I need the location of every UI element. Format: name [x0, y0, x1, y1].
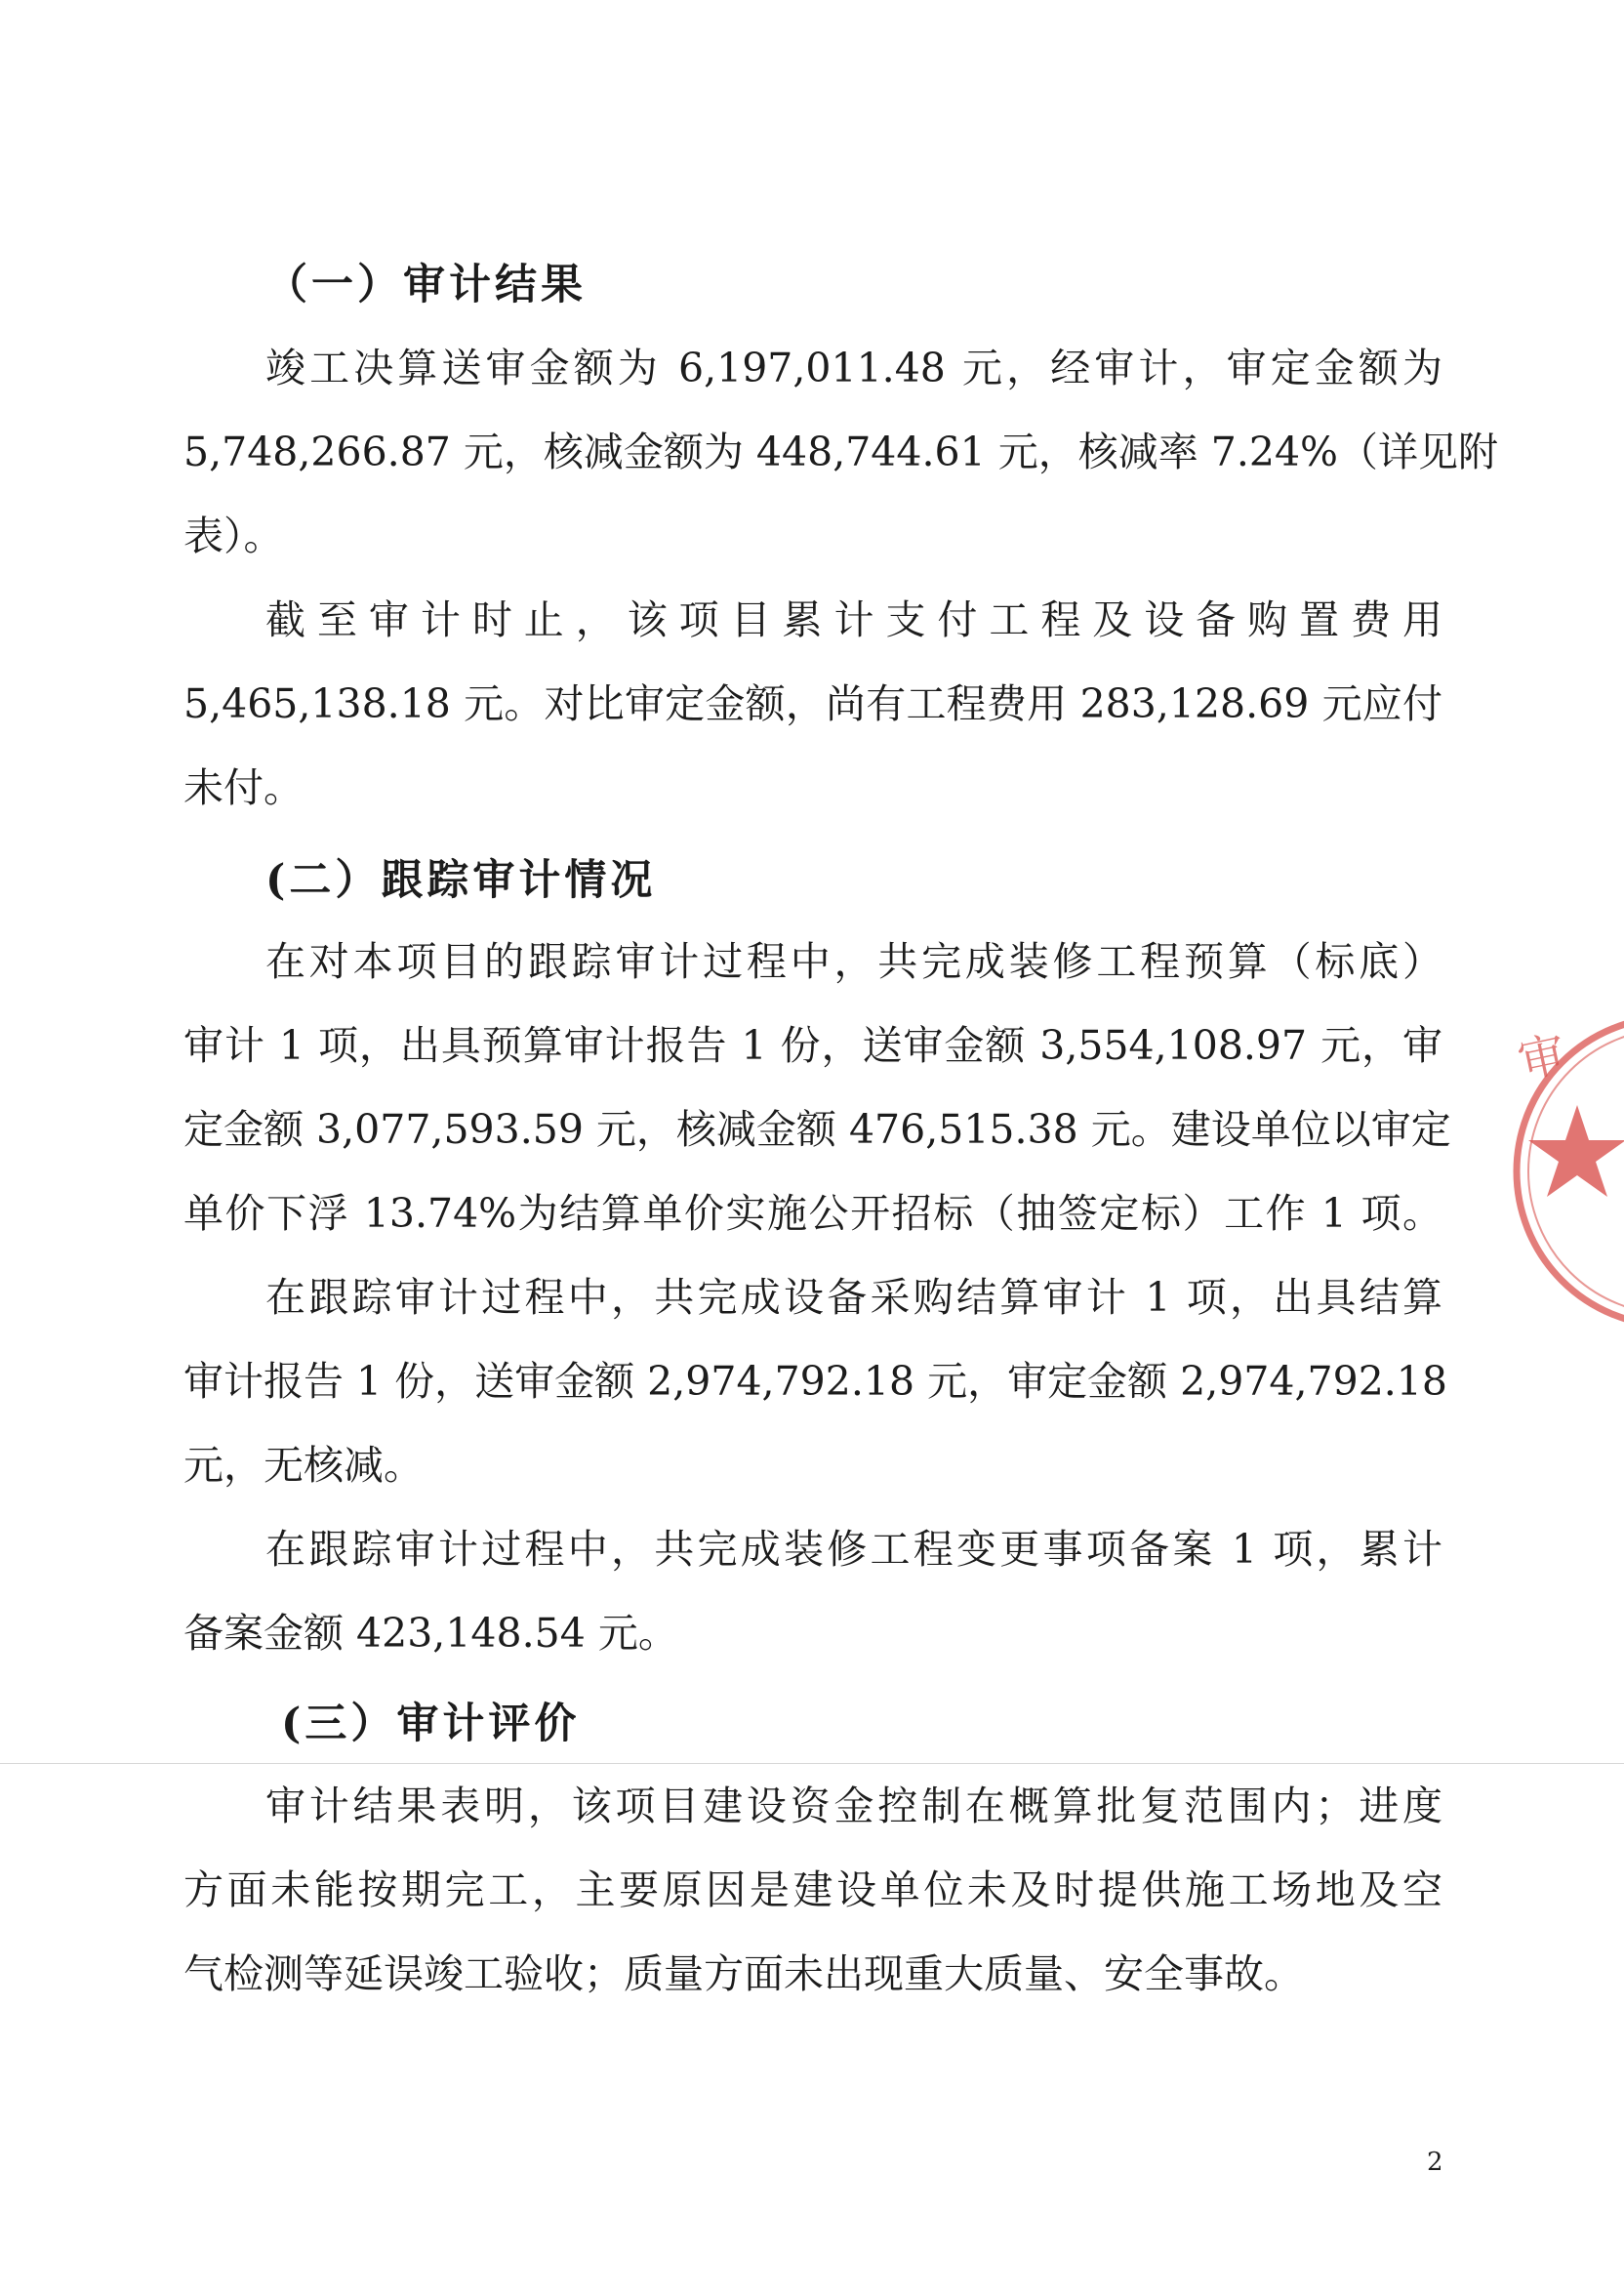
s2-p1-line3: 定金额 3,077,593.59 元，核减金额 476,515.38 元。建设单位以审定	[183, 1106, 1451, 1153]
s2-p3-line1: 在跟踪审计过程中，共完成装修工程变更事项备案 1 项，累计	[265, 1526, 1442, 1573]
page-number: 2	[1427, 2148, 1443, 2177]
svg-text:审: 审	[1513, 1026, 1571, 1090]
s2-p1-line4: 单价下浮 13.74%为结算单价实施公开招标（抽签定标）工作 1 项。	[183, 1190, 1442, 1237]
s1-p2-line1: 截至审计时止，该项目累计支付工程及设备购置费用	[265, 596, 1442, 643]
section1-heading: （一）审计结果	[265, 261, 587, 309]
section3-heading: (三）审计评价	[281, 1700, 581, 1748]
scan-line	[0, 1763, 1624, 1764]
s1-p2-line3: 未付。	[183, 764, 304, 811]
s2-p2-line1: 在跟踪审计过程中，共完成设备采购结算审计 1 项，出具结算	[265, 1274, 1442, 1321]
s2-p2-line2: 审计报告 1 份，送审金额 2,974,792.18 元，审定金额 2,974,792.18	[183, 1358, 1447, 1405]
s2-p1-line1: 在对本项目的跟踪审计过程中，共完成装修工程预算（标底）	[265, 938, 1442, 985]
section2-heading: (二）跟踪审计情况	[265, 856, 657, 905]
s3-p1-line1: 审计结果表明，该项目建设资金控制在概算批复范围内；进度	[265, 1783, 1442, 1829]
s1-p1-line2: 5,748,266.87 元，核减金额为 448,744.61 元，核减率 7.24%（详见附	[183, 429, 1498, 475]
s2-p1-line2: 审计 1 项，出具预算审计报告 1 份，送审金额 3,554,108.97 元，审	[183, 1022, 1442, 1069]
s3-p1-line3: 气检测等延误竣工验收；质量方面未出现重大质量、安全事故。	[183, 1950, 1304, 1997]
s2-p2-line3: 元，无核减。	[183, 1442, 424, 1489]
s1-p1-line1: 竣工决算送审金额为 6,197,011.48 元，经审计，审定金额为	[265, 345, 1442, 391]
official-seal-icon	[1499, 996, 1624, 1347]
s2-p3-line2: 备案金额 423,148.54 元。	[183, 1610, 678, 1657]
s1-p2-line2: 5,465,138.18 元。对比审定金额，尚有工程费用 283,128.69 元应付	[183, 680, 1442, 727]
s1-p1-line3: 表）。	[183, 512, 284, 559]
s3-p1-line2: 方面未能按期完工，主要原因是建设单位未及时提供施工场地及空	[183, 1866, 1442, 1913]
